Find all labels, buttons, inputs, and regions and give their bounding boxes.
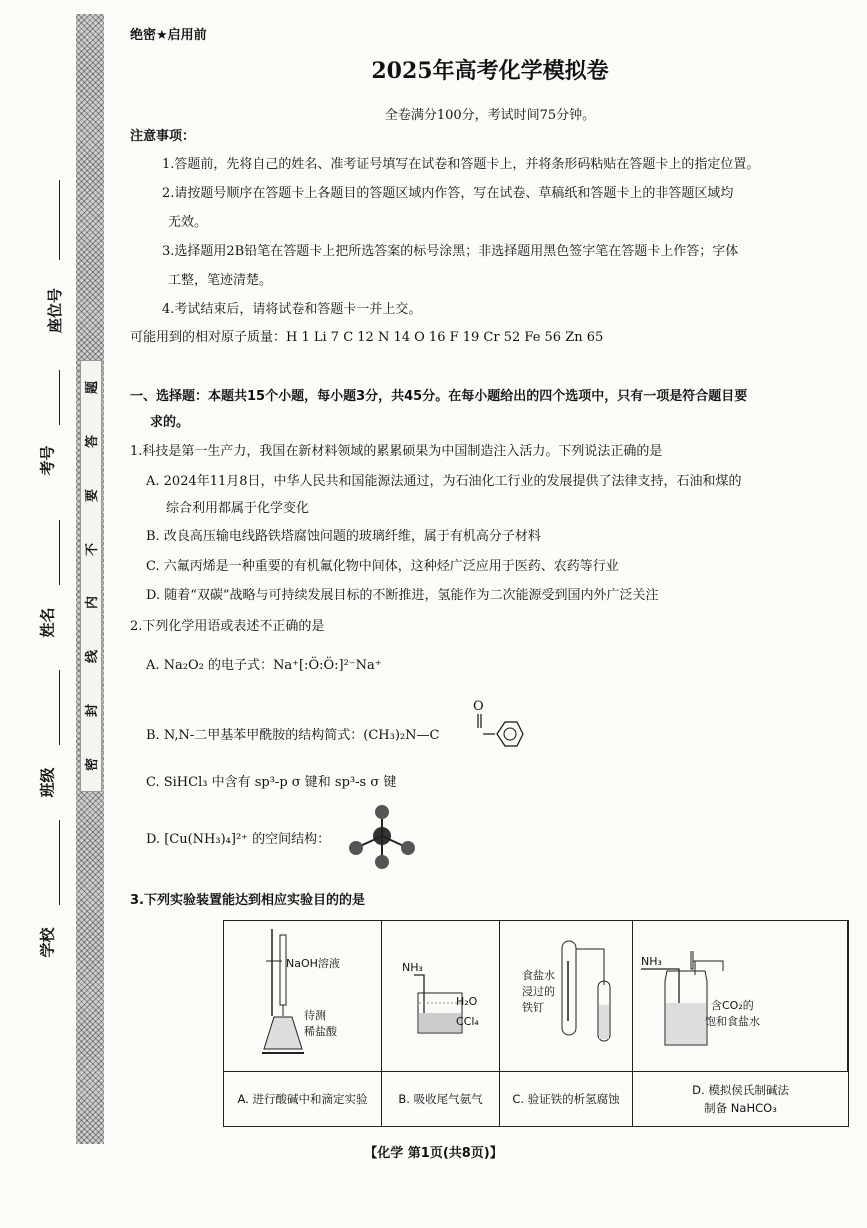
q1-option-c: C. 六氟丙烯是一种重要的有机氟化物中间体，这种烃广泛应用于医药、农药等行业 xyxy=(146,559,619,574)
q1-stem: 1.科技是第一生产力，我国在新材料领域的累累硕果为中国制造注入活力。下列说法正确的是 xyxy=(130,444,663,459)
seal-char: 密 xyxy=(85,757,101,771)
titration-setup-icon xyxy=(224,921,382,1071)
seal-char: 不 xyxy=(85,542,101,556)
seal-char: 线 xyxy=(85,650,101,664)
q1-option-d: D. 随着“双碳”战略与可持续发展目标的不断推进，氢能作为二次能源受到国内外广泛关注 xyxy=(146,588,659,603)
corrosion-test-icon xyxy=(500,921,633,1071)
q2-stem: 2.下列化学用语或表述不正确的是 xyxy=(130,619,325,634)
notes-heading: 注意事项： xyxy=(130,129,196,144)
exam-number-field: 考号 xyxy=(40,370,60,480)
apparatus-a: NaOH溶液 待测 稀盐酸 xyxy=(224,921,382,1071)
secret-mark: 绝密★启用前 xyxy=(130,28,207,43)
apparatus-caption-c: C. 验证铁的析氢腐蚀 xyxy=(500,1071,633,1126)
apparatus-c: 食盐水 浸过的 铁钉 xyxy=(500,921,633,1071)
amide-formula: (CH₃)₂N—C xyxy=(363,728,440,743)
q2-option-d: D. [Cu(NH₃)₄]²⁺ 的空间结构： xyxy=(146,832,331,847)
seal-char: 要 xyxy=(85,488,101,502)
apparatus-d: NH₃ 含CO₂的 饱和食盐水 xyxy=(633,921,848,1071)
apparatus-table xyxy=(223,920,849,1127)
q3-stem: 3.下列实验装置能达到相应实验目的的是 xyxy=(130,893,365,908)
name-field: 姓名 xyxy=(40,520,60,640)
q2-option-a: A. Na₂O₂ 的电子式：Na⁺[:Ö:Ö:]²⁻Na⁺ xyxy=(146,658,382,673)
apparatus-b: NH₃ H₂O CCl₄ xyxy=(382,921,500,1071)
seal-char: 答 xyxy=(85,435,101,449)
note-item: 3.选择题用2B铅笔在答题卡上把所选答案的标号涂黑；非选择题用黑色签字笔在答题卡上作答；字体 xyxy=(162,244,739,259)
benzoyl-structure-icon xyxy=(465,712,525,760)
note-item: 4.考试结束后，请将试卷和答题卡一并上交。 xyxy=(162,302,422,317)
section-heading: 一、选择题：本题共15个小题，每小题3分，共45分。在每小题给出的四个选项中，只有一项是符合题目要 xyxy=(130,389,748,404)
seal-char: 内 xyxy=(85,596,101,610)
note-item: 工整，笔迹清楚。 xyxy=(168,273,273,288)
section-heading-cont: 求的。 xyxy=(150,415,190,430)
note-item: 1.答题前，先将自己的姓名、准考证号填写在试卷和答题卡上，并将条形码粘贴在答题卡上的指定位置。 xyxy=(162,157,760,172)
q1-option-b: B. 改良高压输电线路铁塔腐蚀问题的玻璃纤维，属于有机高分子材料 xyxy=(146,529,541,544)
school-field: 学校 xyxy=(40,820,60,950)
q2-option-b: B. N,N-二甲基苯甲酰胺的结构简式：(CH₃)₂N—C xyxy=(146,728,440,743)
q2-option-c: C. SiHCl₃ 中含有 sp³-p σ 键和 sp³-s σ 键 xyxy=(146,775,397,790)
note-item: 无效。 xyxy=(168,215,208,230)
note-item: 2.请按题号顺序在答题卡上各题目的答题区域内作答，写在试卷、草稿纸和答题卡上的非答题区域均 xyxy=(162,186,734,201)
hou-process-icon xyxy=(633,921,848,1071)
apparatus-caption-a: A. 进行酸碱中和滴定实验 xyxy=(224,1071,382,1126)
class-field: 班级 xyxy=(40,670,60,800)
tetrahedral-structure-icon xyxy=(348,804,418,874)
exam-title: 2025年高考化学模拟卷 xyxy=(371,58,609,84)
carbonyl-oxygen: O xyxy=(473,699,484,714)
seal-char: 封 xyxy=(85,703,101,717)
apparatus-caption-b: B. 吸收尾气氨气 xyxy=(382,1071,500,1126)
seal-line-notice xyxy=(80,360,102,792)
exam-subtitle: 全卷满分100分，考试时间75分钟。 xyxy=(384,108,596,123)
seat-number-field: 座位号 xyxy=(40,180,60,340)
q1-option-a: A. 2024年11月8日，中华人民共和国能源法通过，为石油化工行业的发展提供了法律支持，石油和煤的 xyxy=(146,474,742,489)
atomic-masses: 可能用到的相对原子质量：H 1 Li 7 C 12 N 14 O 16 F 19 Cr 52 Fe 56 Zn 65 xyxy=(130,330,604,345)
gas-absorption-icon xyxy=(382,921,500,1071)
page-footer: 【化学 第1页(共8页)】 xyxy=(364,1146,503,1161)
q1-option-a-cont: 综合利用都属于化学变化 xyxy=(166,501,310,516)
na2o2-electron-formula: Na⁺[:Ö:Ö:]²⁻Na⁺ xyxy=(273,658,382,673)
seal-char: 题 xyxy=(85,381,101,395)
apparatus-caption-d: D. 模拟侯氏制碱法 制备 NaHCO₃ xyxy=(633,1071,848,1126)
